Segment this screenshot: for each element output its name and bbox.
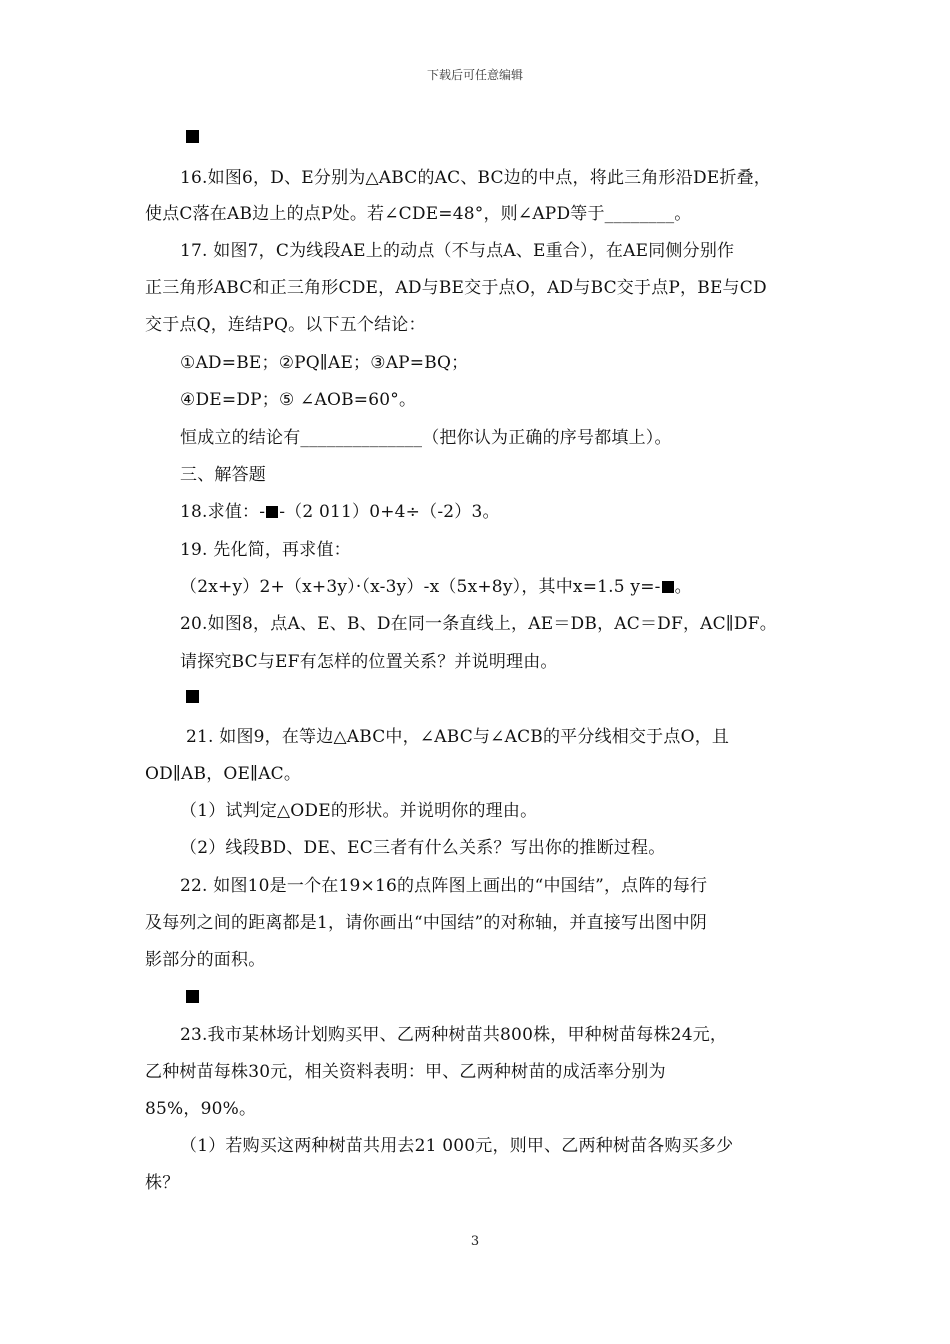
q22-line-2: 及每列之间的距离都是1，请你画出“中国结”的对称轴，并直接写出图中阴	[145, 913, 707, 933]
q17-line-2: 正三角形ABC和正三角形CDE，AD与BE交于点O，AD与BC交于点P，BE与CD	[145, 278, 767, 298]
q21-line-2: OD∥AB，OE∥AC。	[145, 764, 302, 784]
image-placeholder-1	[186, 130, 199, 143]
q23-line-1: 23.我市某林场计划购买甲、乙两种树苗共800株，甲种树苗每株24元，	[180, 1025, 728, 1045]
q19-suffix: 。	[674, 577, 692, 597]
formula-image-placeholder	[662, 581, 674, 593]
q20-line-2: 请探究BC与EF有怎样的位置关系？并说明理由。	[180, 652, 558, 672]
q16-line-2: 使点C落在AB边上的点P处。若∠CDE=48°，则∠APD等于________。	[145, 204, 692, 224]
q18-suffix: -（2 011）0+4÷（-2）3。	[279, 502, 500, 522]
q20-line-1: 20.如图8，点A、E、B、D在同一条直线上，AE＝DB，AC＝DF，AC∥DF。	[180, 614, 777, 634]
q17-line-3: 交于点Q，连结PQ。以下五个结论：	[145, 315, 426, 335]
page-number: 3	[470, 1234, 480, 1249]
image-placeholder-2	[186, 690, 199, 703]
q21-line-3: （1）试判定△ODE的形状。并说明你的理由。	[180, 801, 538, 821]
image-placeholder-3	[186, 990, 199, 1003]
q23-line-4: （1）若购买这两种树苗共用去21 000元，则甲、乙两种树苗各购买多少	[180, 1136, 734, 1156]
section-heading: 三、解答题	[180, 465, 266, 485]
q16-line-1: 16.如图6，D、E分别为△ABC的AC、BC边的中点，将此三角形沿DE折叠，	[180, 168, 771, 188]
q19-line-1: 19. 先化简，再求值：	[180, 540, 351, 560]
q18-line	[180, 501, 500, 523]
q17-line-4: ①AD=BE；②PQ∥AE；③AP=BQ；	[180, 353, 469, 373]
q17-line-1: 17. 如图7，C为线段AE上的动点（不与点A、E重合），在AE同侧分别作	[180, 241, 735, 261]
q22-line-3: 影部分的面积。	[145, 950, 266, 970]
q19-line-2	[180, 576, 692, 598]
q23-line-2: 乙种树苗每株30元，相关资料表明：甲、乙两种树苗的成活率分别为	[145, 1062, 666, 1082]
q22-line-1: 22. 如图10是一个在19×16的点阵图上画出的“中国结”，点阵的每行	[180, 876, 708, 896]
q19-expression: （2x+y）2+（x+3y）·（x-3y）-x（5x+8y），其中x=1.5 y=-	[180, 577, 661, 597]
formula-image-placeholder	[266, 506, 278, 518]
q23-line-3: 85%，90%。	[145, 1099, 257, 1119]
q21-line-1: 21. 如图9，在等边△ABC中，∠ABC与∠ACB的平分线相交于点O，且	[186, 727, 730, 747]
q18-prefix: 18.求值：-	[180, 502, 266, 522]
q23-line-5: 株？	[145, 1173, 180, 1193]
q21-line-4: （2）线段BD、DE、EC三者有什么关系？写出你的推断过程。	[180, 838, 666, 858]
q17-line-5: ④DE=DP；⑤ ∠AOB=60°。	[180, 390, 417, 410]
q17-line-6: 恒成立的结论有______________（把你认为正确的序号都填上）。	[180, 428, 672, 448]
page-header: 下载后可任意编辑	[426, 68, 523, 82]
